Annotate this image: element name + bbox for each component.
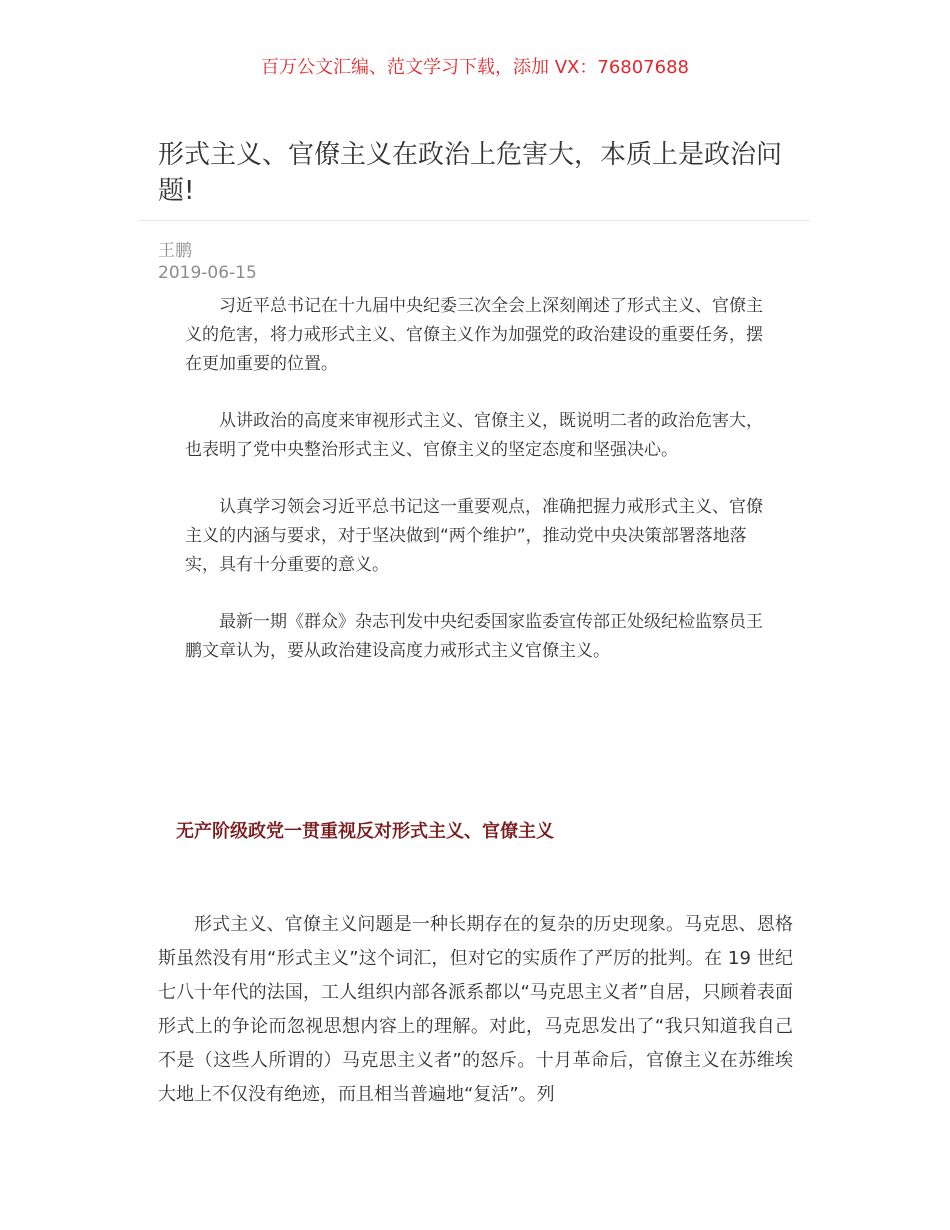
article-intro bbox=[185, 292, 765, 694]
title-divider bbox=[140, 220, 810, 221]
intro-paragraph: 最新一期《群众》杂志刊发中央纪委国家监委宣传部正处级纪检监察员王鹏文章认为，要从政治建设高度力戒形式主义官僚主义。 bbox=[185, 612, 763, 661]
article-date: 2019-06-15 bbox=[158, 263, 257, 283]
intro-paragraph: 从讲政治的高度来审视形式主义、官僚主义，既说明二者的政治危害大，也表明了党中央整治形式主义、官僚主义的坚定态度和坚强决心。 bbox=[185, 411, 763, 460]
section-heading: 无产阶级政党一贯重视反对形式主义、官僚主义 bbox=[176, 821, 554, 842]
article-author: 王鹏 bbox=[158, 241, 192, 261]
promo-banner: 百万公文汇编、范文学习下载，添加 VX：76807688 bbox=[261, 57, 689, 78]
intro-paragraph: 习近平总书记在十九届中央纪委三次全会上深刻阐述了形式主义、官僚主义的危害，将力戒形式主义、官僚主义作为加强党的政治建设的重要任务，摆在更加重要的位置。 bbox=[185, 296, 763, 374]
section-body bbox=[158, 908, 793, 1123]
body-paragraph: 形式主义、官僚主义问题是一种长期存在的复杂的历史现象。马克思、恩格斯虽然没有用“形式主义”这个词汇，但对它的实质作了严厉的批判。在 19 世纪七八十年代的法国，工人组织内部各派系都以“马克思主义者”自居，只顾着表面形式上的争论而忽视思想内容上的理解。对此，马克思发出了“我只知道我自己不是（这些人所谓的）马克思主义者”的怒斥。十月革命后，官僚主义在苏维埃大地上不仅没有绝迹，而且相当普遍地“复活”。列 bbox=[158, 914, 793, 1105]
intro-paragraph: 认真学习领会习近平总书记这一重要观点，准确把握力戒形式主义、官僚主义的内涵与要求，对于坚决做到“两个维护”，推动党中央决策部署落地落实，具有十分重要的意义。 bbox=[185, 497, 763, 575]
article-title: 形式主义、官僚主义在政治上危害大，本质上是政治问题! bbox=[158, 140, 783, 206]
